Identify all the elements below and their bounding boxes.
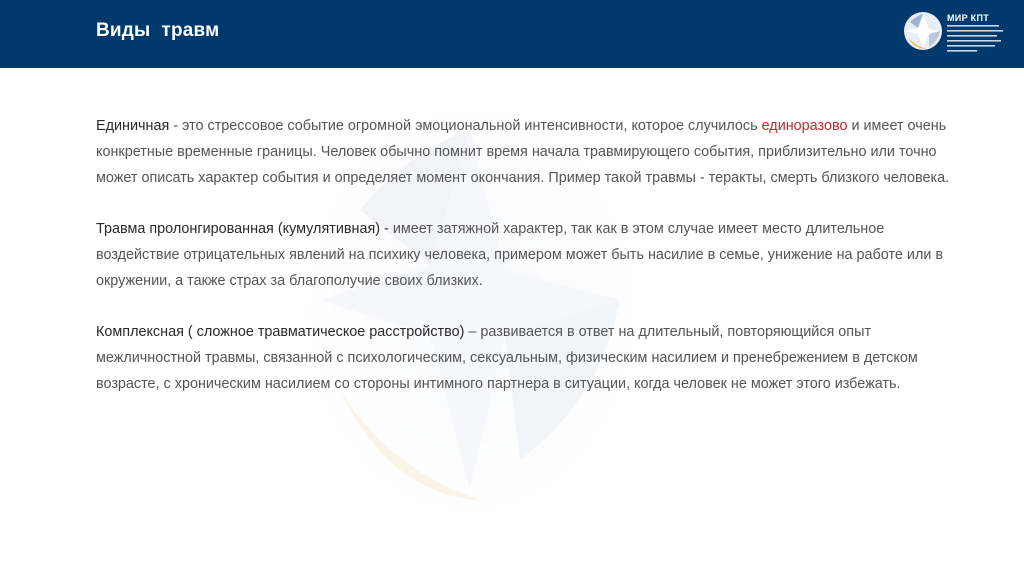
paragraph-prolonged-trauma <box>96 217 956 294</box>
header-bar <box>0 0 1024 68</box>
highlight-once: единоразово <box>761 118 848 134</box>
term-complex: Комплексная ( сложное травматическое расстройство) <box>96 324 465 341</box>
definition-prolonged: имеет затяжной характер, так как в этом случае имеет место длительное воздействие отрицательных явлений на психику человека, примером может быть насилие в семье, унижение на работе или в окружении, а также страх за благополучие своих близких. <box>96 221 944 289</box>
globe-logo-icon <box>902 10 944 52</box>
definition-single-part1: - это стрессовое событие огромной эмоциональной интенсивности, которое случилось <box>169 118 762 134</box>
logo-subtitle-lines <box>947 25 1007 55</box>
slide-title: Виды травм <box>96 20 220 41</box>
paragraph-single-trauma <box>96 114 956 191</box>
logo <box>902 10 1012 58</box>
content <box>96 114 956 424</box>
logo-name: МИР КПТ <box>947 13 990 23</box>
term-prolonged: Травма пролонгированная (кумулятивная) - <box>96 221 389 238</box>
definition-complex: – развивается в ответ на длительный, повторяющийся опыт межличностной травмы, связанной с психологическим, сексуальным, физическим насилием и пренебрежением в детском возрасте, с хроническим насилием со стороны интимного партнера в ситуации, когда человек не может этого избежать. <box>96 324 918 392</box>
definition-single-part2: и имеет очень конкретные временные границы. Человек обычно помнит время начала травмирующего события, приблизительно или точно может описать характер события и определяет момент окончания. Пример такой травмы - теракты, смерть близкого человека. <box>96 118 950 186</box>
paragraph-complex-trauma <box>96 320 956 397</box>
term-single: Единичная <box>96 118 170 134</box>
